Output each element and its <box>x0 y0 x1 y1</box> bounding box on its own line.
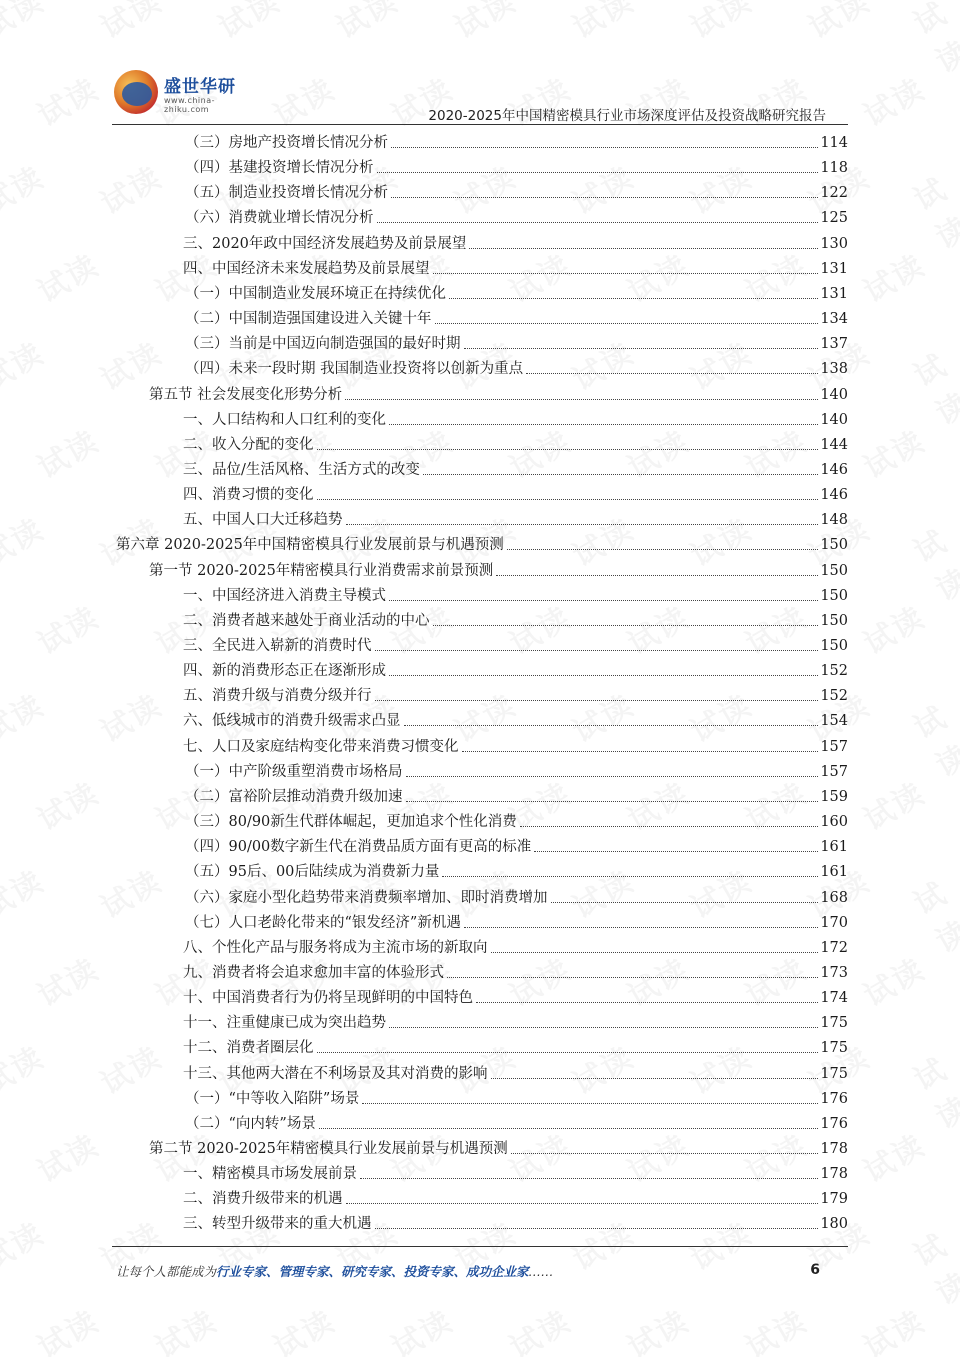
toc-entry-page: 160 <box>820 814 848 831</box>
toc-entry[interactable] <box>185 354 848 378</box>
toc-entry-label: （二）“向内转”场景 <box>185 1115 316 1132</box>
watermark-text <box>854 417 931 487</box>
watermark-text <box>0 1033 51 1103</box>
toc-entry-label: 二、消费者越来越处于商业活动的中心 <box>183 612 430 629</box>
toc-dot-leader <box>377 222 819 223</box>
toc-entry-label: 六、低线城市的消费升级需求凸显 <box>183 713 401 730</box>
watermark-text <box>904 867 960 961</box>
toc-entry-page: 122 <box>820 185 848 202</box>
toc-entry-label: 一、中国经济进入消费主导模式 <box>183 587 386 604</box>
toc-dot-leader <box>476 1002 818 1003</box>
toc-entry-label: 第二节 2020-2025年精密模具行业发展前景与机遇预测 <box>149 1141 508 1157</box>
toc-dot-leader <box>462 751 819 752</box>
watermark-text <box>854 769 931 839</box>
toc-entry-page: 114 <box>820 135 848 151</box>
toc-dot-leader <box>375 700 819 701</box>
toc-entry-page: 179 <box>820 1191 848 1208</box>
toc-entry-page: 157 <box>820 738 848 755</box>
toc-entry-label: （一）中国制造业发展环境正在持续优化 <box>185 285 446 302</box>
toc-dot-leader <box>442 876 818 877</box>
watermark-text <box>91 857 168 927</box>
toc-entry-page: 161 <box>820 864 848 881</box>
footer-slogan <box>116 1262 554 1280</box>
toc-entry[interactable] <box>183 505 848 529</box>
toc-dot-leader <box>377 172 819 173</box>
toc-entry-page: 159 <box>820 788 848 805</box>
toc-entry-label: （四）基建投资增长情况分析 <box>185 160 374 177</box>
watermark-text <box>209 0 286 47</box>
toc-entry-page: 175 <box>820 1040 848 1057</box>
footer-highlight: 行业专家、管理专家、研究专家、投资专家、成功企业家 <box>216 1264 529 1279</box>
watermark-text <box>91 1033 168 1103</box>
toc-entry-label: 十、中国消费者行为仍将呈现鲜明的中国特色 <box>183 990 473 1007</box>
toc-entry-page: 173 <box>820 964 848 981</box>
toc-entry[interactable] <box>183 958 848 982</box>
toc-dot-leader <box>435 323 819 324</box>
toc-dot-leader <box>346 524 819 525</box>
logo-url: www.china-zhiku.com <box>164 96 215 114</box>
report-title: 2020-2025年中国精密模具行业市场深度评估及投资战略研究报告 <box>428 108 826 124</box>
toc-entry[interactable] <box>185 128 848 152</box>
watermark-text <box>904 339 960 433</box>
watermark-text <box>736 1297 813 1357</box>
watermark-text <box>0 0 51 47</box>
toc-entry-page: 154 <box>820 713 848 730</box>
watermark-text <box>91 0 168 47</box>
toc-entry[interactable] <box>183 455 848 479</box>
watermark-text <box>0 1209 51 1279</box>
toc-dot-leader <box>551 902 819 903</box>
watermark-text <box>904 0 960 81</box>
watermark-text <box>854 241 931 311</box>
toc-entry[interactable] <box>185 304 848 328</box>
toc-entry[interactable] <box>183 430 848 454</box>
toc-entry-page: 150 <box>820 537 848 554</box>
toc-entry-label: 三、转型升级带来的重大机遇 <box>183 1216 372 1233</box>
toc-entry-page: 152 <box>820 688 848 705</box>
watermark-text <box>500 1297 577 1357</box>
watermark-text <box>904 1043 960 1137</box>
toc-entry[interactable] <box>183 1008 848 1032</box>
footer-prefix: 让每个人都能成为 <box>116 1264 217 1279</box>
toc-entry-label: （三）当前是中国迈向制造强国的最好时期 <box>185 336 461 353</box>
watermark-text <box>28 769 105 839</box>
toc-dot-leader <box>317 449 819 450</box>
toc-entry-label: 三、品位/生活风格、生活方式的改变 <box>183 461 420 478</box>
toc-entry[interactable] <box>185 908 848 932</box>
toc-dot-leader <box>406 776 819 777</box>
toc-entry-label: （二）富裕阶层推动消费升级加速 <box>185 788 403 805</box>
toc-entry-label: （四）90/00数字新生代在消费品质方面有更高的标准 <box>185 839 532 856</box>
toc-entry-page: 118 <box>820 160 848 177</box>
toc-entry-page: 175 <box>820 1015 848 1032</box>
toc-entry-page: 140 <box>820 411 848 428</box>
toc-dot-leader <box>345 399 818 400</box>
toc-entry-label: 十一、注重健康已成为突出趋势 <box>183 1015 386 1032</box>
toc-entry-label: 第五节 社会发展变化形势分析 <box>149 386 343 403</box>
watermark-text <box>445 0 522 47</box>
toc-entry-label: 七、人口及家庭结构变化带来消费习惯变化 <box>183 738 459 755</box>
watermark-text <box>28 945 105 1015</box>
watermark-text <box>91 681 168 751</box>
toc-entry-label: 三、全民进入崭新的消费时代 <box>183 638 372 654</box>
toc-entry-page: 180 <box>820 1216 848 1233</box>
toc-entry[interactable] <box>183 1059 848 1083</box>
toc-dot-leader <box>346 1203 819 1204</box>
watermark-text <box>0 329 51 399</box>
toc-entry-page: 137 <box>820 336 848 353</box>
toc-entry-page: 138 <box>820 361 848 378</box>
watermark-text <box>327 0 404 47</box>
toc-dot-leader <box>526 373 818 374</box>
toc-entry-label: 十三、其他两大潜在不利场景及其对消费的影响 <box>183 1065 488 1082</box>
company-logo <box>112 68 252 118</box>
toc-dot-leader <box>534 851 818 852</box>
toc-entry[interactable] <box>183 983 848 1007</box>
toc-entry-page: 157 <box>820 763 848 780</box>
watermark-text <box>28 593 105 663</box>
watermark-text <box>563 0 640 47</box>
watermark-text <box>91 153 168 223</box>
toc-entry-page: 150 <box>820 638 848 654</box>
toc-entry[interactable] <box>183 1033 848 1057</box>
toc-entry[interactable] <box>185 1109 848 1133</box>
toc-entry-label: （一）中产阶级重塑消费市场格局 <box>185 763 403 780</box>
toc-entry[interactable] <box>185 329 848 353</box>
toc-dot-leader <box>507 549 819 550</box>
toc-dot-leader <box>317 499 819 500</box>
watermark-text <box>28 1121 105 1191</box>
toc-entry[interactable] <box>183 732 848 756</box>
toc-entry-label: 八、个性化产品与服务将成为主流市场的新取向 <box>183 939 488 956</box>
toc-entry-label: 五、消费升级与消费分级并行 <box>183 688 372 705</box>
toc-entry-page: 146 <box>820 487 848 504</box>
toc-entry[interactable] <box>185 1084 848 1108</box>
toc-entry[interactable] <box>183 681 848 705</box>
toc-entry-label: 二、收入分配的变化 <box>183 436 314 453</box>
toc-dot-leader <box>491 952 819 953</box>
toc-entry[interactable] <box>183 254 848 278</box>
toc-dot-leader <box>360 1178 818 1179</box>
toc-entry[interactable] <box>185 883 848 907</box>
toc-entry[interactable] <box>183 229 848 253</box>
watermark-text <box>854 593 931 663</box>
toc-entry-page: 175 <box>820 1065 848 1082</box>
toc-entry-page: 170 <box>820 914 848 931</box>
toc-entry-page: 168 <box>820 889 848 906</box>
toc-dot-leader <box>389 675 818 676</box>
toc-entry-label: 九、消费者将会追求愈加丰富的体验形式 <box>183 964 444 981</box>
toc-entry-page: 150 <box>820 612 848 629</box>
toc-entry-page: 134 <box>820 311 848 328</box>
toc-entry-label: 四、中国经济未来发展趋势及前景展望 <box>183 260 430 277</box>
watermark-text <box>264 1297 341 1357</box>
watermark-text <box>904 691 960 785</box>
watermark-text <box>681 0 758 47</box>
header-divider <box>112 124 848 125</box>
toc-entry-page: 178 <box>820 1141 848 1157</box>
toc-entry[interactable] <box>185 279 848 303</box>
toc-dot-leader <box>389 424 818 425</box>
toc-dot-leader <box>469 248 818 249</box>
toc-entry[interactable] <box>183 1209 848 1233</box>
toc-entry-page: 176 <box>820 1090 848 1107</box>
toc-entry-label: （三）房地产投资增长情况分析 <box>185 135 388 151</box>
toc-dot-leader <box>433 625 819 626</box>
toc-entry[interactable] <box>185 782 848 806</box>
toc-entry[interactable] <box>183 606 848 630</box>
toc-dot-leader <box>433 273 819 274</box>
toc-dot-leader <box>317 1052 819 1053</box>
toc-dot-leader <box>389 600 818 601</box>
watermark-text <box>854 1121 931 1191</box>
toc-entry[interactable] <box>183 1184 848 1208</box>
toc-entry[interactable] <box>183 405 848 429</box>
toc-entry[interactable] <box>185 832 848 856</box>
logo-book-icon <box>122 82 152 106</box>
toc-entry-page: 125 <box>820 210 848 227</box>
watermark-text <box>854 1297 931 1357</box>
toc-entry-label: （二）中国制造强国建设进入关键十年 <box>185 311 432 328</box>
toc-dot-leader <box>511 1153 819 1154</box>
toc-entry-label: 四、消费习惯的变化 <box>183 487 314 504</box>
toc-entry-page: 178 <box>820 1166 848 1183</box>
toc-entry[interactable] <box>183 631 848 655</box>
toc-entry-page: 131 <box>820 285 848 302</box>
toc-entry[interactable] <box>185 153 848 177</box>
toc-entry-label: （五）95后、00后陆续成为消费新力量 <box>185 864 440 881</box>
footer-suffix: …… <box>528 1264 554 1279</box>
toc-entry-label: （四）未来一段时期 我国制造业投资将以创新为重点 <box>185 361 524 378</box>
toc-dot-leader <box>423 474 818 475</box>
toc-entry-page: 161 <box>820 839 848 856</box>
toc-entry-label: 十二、消费者圈层化 <box>183 1040 314 1057</box>
toc-dot-leader <box>319 1128 818 1129</box>
watermark-text <box>382 1297 459 1357</box>
watermark-text <box>904 163 960 257</box>
toc-entry-label: （五）制造业投资增长情况分析 <box>185 185 388 202</box>
toc-entry[interactable] <box>116 530 848 554</box>
watermark-text <box>28 1297 105 1357</box>
watermark-text <box>854 945 931 1015</box>
toc-entry-page: 150 <box>820 562 848 579</box>
watermark-text <box>854 65 931 135</box>
toc-entry-page: 172 <box>820 939 848 956</box>
toc-dot-leader <box>464 927 818 928</box>
toc-dot-leader <box>449 298 818 299</box>
watermark-text <box>146 1297 223 1357</box>
watermark-text <box>28 417 105 487</box>
watermark-text <box>0 681 51 751</box>
page-header <box>112 64 848 126</box>
toc-entry[interactable] <box>183 706 848 730</box>
toc-dot-leader <box>375 650 819 651</box>
watermark-text <box>618 1297 695 1357</box>
toc-dot-leader <box>491 1078 819 1079</box>
toc-entry[interactable] <box>149 380 848 404</box>
toc-entry-page: 146 <box>820 461 848 478</box>
toc-dot-leader <box>375 1228 819 1229</box>
toc-entry-page: 176 <box>820 1115 848 1132</box>
toc-dot-leader <box>447 977 818 978</box>
toc-entry-label: 第一节 2020-2025年精密模具行业消费需求前景预测 <box>149 562 494 579</box>
toc-dot-leader <box>404 725 819 726</box>
toc-dot-leader <box>362 1103 818 1104</box>
toc-entry-label: 第六章 2020-2025年中国精密模具行业发展前景与机遇预测 <box>116 537 504 554</box>
toc-entry-page: 131 <box>820 260 848 277</box>
watermark-text <box>28 65 105 135</box>
toc-entry[interactable] <box>185 807 848 831</box>
watermark-text <box>0 153 51 223</box>
toc-entry[interactable] <box>183 480 848 504</box>
toc-entry[interactable] <box>183 1159 848 1183</box>
logo-brand-name: 盛世华研 <box>164 77 236 97</box>
toc-entry-label: 五、中国人口大迁移趋势 <box>183 512 343 529</box>
watermark-text <box>904 515 960 609</box>
toc-entry-label: 一、精密模具市场发展前景 <box>183 1166 357 1183</box>
toc-entry[interactable] <box>185 857 848 881</box>
watermark-text <box>0 505 51 575</box>
toc-entry-label: 二、消费升级带来的机遇 <box>183 1191 343 1208</box>
toc-entry-page: 140 <box>820 386 848 403</box>
toc-entry-label: 四、新的消费形态正在逐渐形成 <box>183 663 386 680</box>
toc-entry-label: （六）家庭小型化趋势带来消费频率增加、即时消费增加 <box>185 889 548 906</box>
toc-dot-leader <box>391 147 818 148</box>
toc-dot-leader <box>496 575 818 576</box>
toc-entry[interactable] <box>183 933 848 957</box>
toc-entry-page: 152 <box>820 663 848 680</box>
watermark-text <box>0 857 51 927</box>
footer-divider <box>112 1246 848 1247</box>
toc-entry-page: 150 <box>820 587 848 604</box>
toc-entry-page: 174 <box>820 990 848 1007</box>
toc-entry-label: （六）消费就业增长情况分析 <box>185 210 374 227</box>
toc-dot-leader <box>464 348 819 349</box>
page-number: 6 <box>810 1262 820 1278</box>
toc-dot-leader <box>520 826 819 827</box>
toc-entry-page: 148 <box>820 512 848 529</box>
toc-entry-label: （七）人口老龄化带来的“银发经济”新机遇 <box>185 914 461 931</box>
toc-entry[interactable] <box>185 178 848 202</box>
toc-entry[interactable] <box>183 581 848 605</box>
toc-dot-leader <box>391 197 818 198</box>
watermark-text <box>904 1219 960 1313</box>
toc-entry-label: （一）“中等收入陷阱”场景 <box>185 1090 360 1107</box>
toc-entry[interactable] <box>185 757 848 781</box>
toc-dot-leader <box>406 801 819 802</box>
toc-entry[interactable] <box>149 1134 848 1158</box>
toc-entry-label: （三）80/90新生代群体崛起，更加追求个性化消费 <box>185 814 517 831</box>
watermark-text <box>28 241 105 311</box>
toc-entry[interactable] <box>149 556 848 580</box>
toc-entry-page: 144 <box>820 436 848 453</box>
toc-entry[interactable] <box>183 656 848 680</box>
toc-entry[interactable] <box>185 203 848 227</box>
toc-entry-page: 130 <box>820 235 848 252</box>
toc-entry-label: 一、人口结构和人口红利的变化 <box>183 411 386 428</box>
watermark-text <box>799 0 876 47</box>
toc-dot-leader <box>389 1027 818 1028</box>
toc-entry-label: 三、2020年政中国经济发展趋势及前景展望 <box>183 235 467 252</box>
